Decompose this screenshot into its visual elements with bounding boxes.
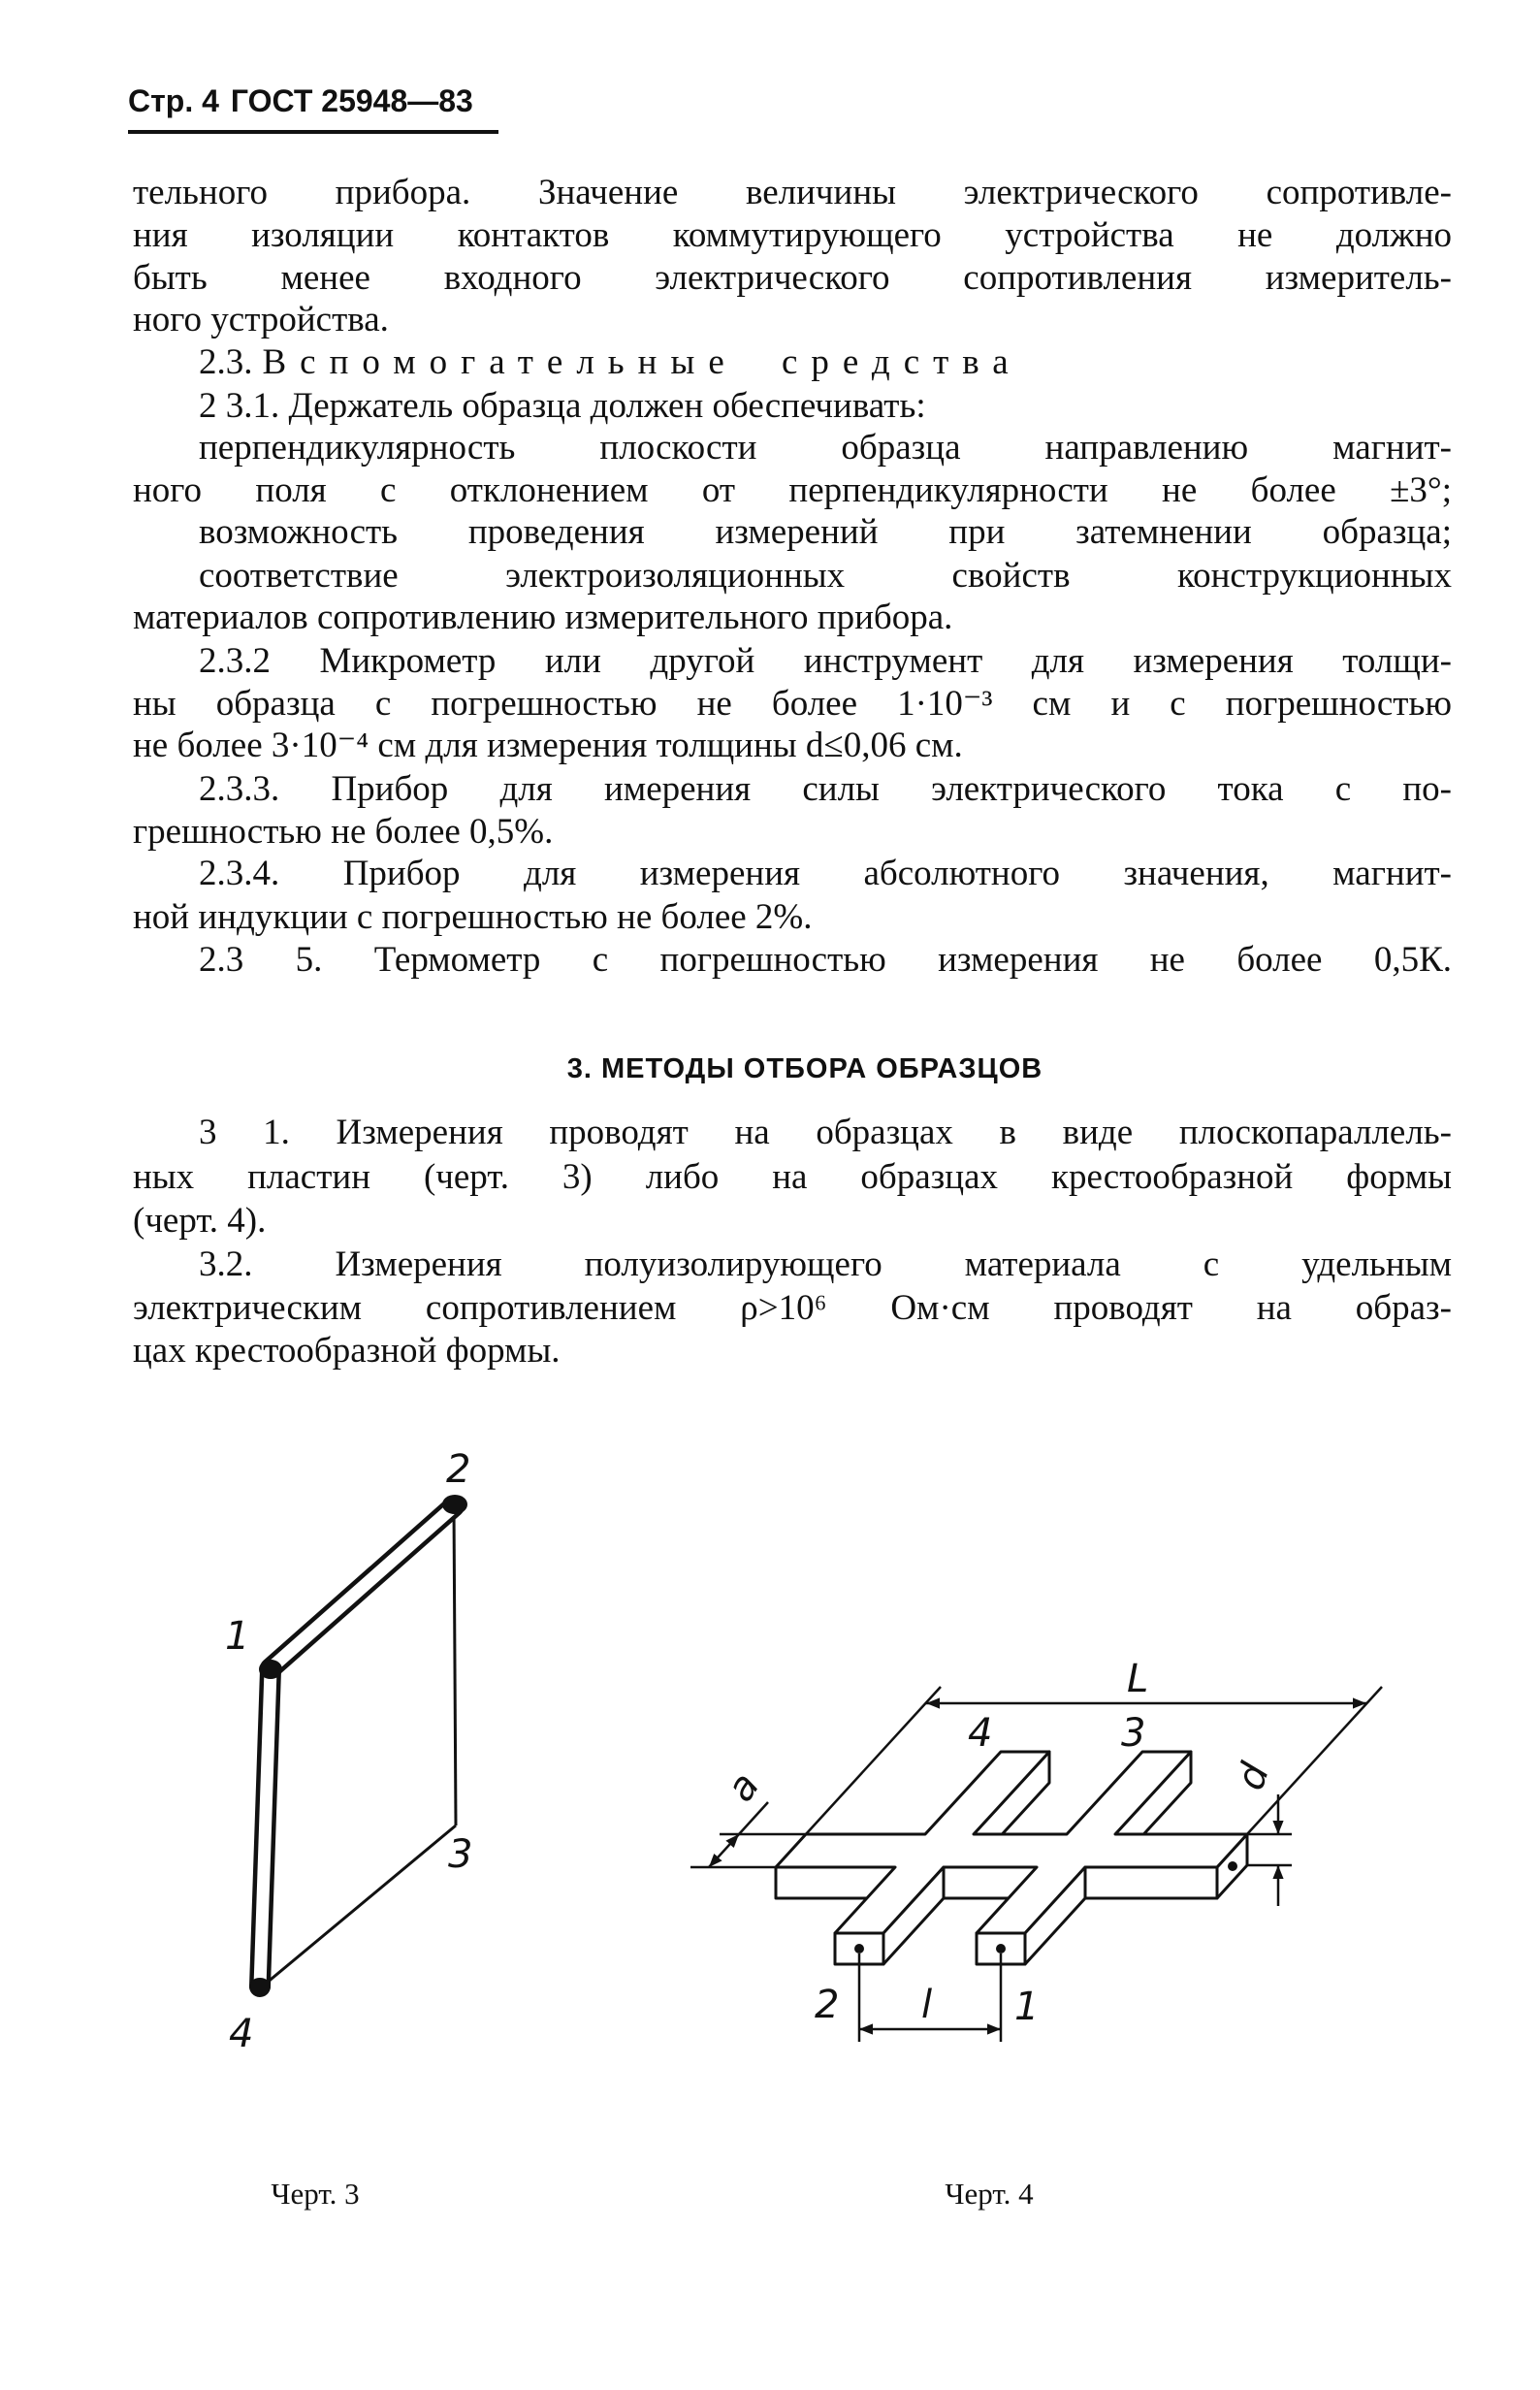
- figure-4-label-l: l: [921, 1983, 933, 2027]
- figure-4-label-2: 2: [815, 1983, 840, 2027]
- text-line: тельного прибора. Значение величины электрического сопротивле-: [133, 173, 1452, 212]
- figure-4-label-d: d: [1228, 1757, 1279, 1796]
- text-line: (черт. 4).: [133, 1201, 267, 1241]
- page-label: Стр. 4: [128, 83, 219, 118]
- text-line: грешностью не более 0,5%.: [133, 812, 554, 852]
- figure-3-plate-bottom-edge: [260, 1825, 456, 1988]
- text-line: 2 3.1. Держатель образца должен обеспечивать:: [199, 386, 926, 426]
- text-line: цах крестообразной формы.: [133, 1331, 561, 1371]
- text-line: ния изоляции контактов коммутирующего устройства не должно: [133, 215, 1452, 255]
- figure-4-label-4: 4: [968, 1711, 993, 1756]
- figure-3-label-1: 1: [225, 1614, 250, 1659]
- figure-4-contact-2: [854, 1944, 864, 1954]
- text-line: 2.3 5. Термометр с погрешностью измерения не более 0,5К.: [199, 940, 1452, 980]
- text-line: ной индукции с погрешностью не более 2%.: [133, 897, 813, 937]
- standard-number: ГОСТ 25948—83: [230, 83, 473, 118]
- figure-4-contact-end: [1228, 1861, 1237, 1871]
- figure-4-label-3: 3: [1121, 1711, 1146, 1756]
- figure-3-contact-2: [442, 1495, 467, 1514]
- figure-3-label-2: 2: [446, 1447, 471, 1492]
- figure-3-label-3: 3: [448, 1832, 473, 1877]
- text-line: 2.3.2 Микрометр или другой инструмент для измерения толщи-: [199, 641, 1452, 681]
- text-line: 3.2. Измерения полуизолирующего материала с удельным: [199, 1244, 1452, 1284]
- text-line: электрическим сопротивлением ρ>10⁶ Ом·см проводят на образ-: [133, 1288, 1452, 1328]
- figure-4-L-extension-right: [1247, 1687, 1382, 1834]
- section-heading: 3. МЕТОДЫ ОТБОРА ОБРАЗЦОВ: [566, 1053, 1043, 1084]
- figure-3-contact-1: [259, 1660, 282, 1679]
- page-header: [128, 81, 473, 120]
- text-line: 2.3.3. Прибор для имерения силы электрического тока с по-: [199, 769, 1452, 809]
- text-line: ных пластин (черт. 3) либо на образцах крестообразной формы: [133, 1157, 1452, 1197]
- figure-4-L-extension-left: [806, 1687, 941, 1834]
- text-line: ного устройства.: [133, 300, 389, 339]
- figure-4-a-dimension-line: [709, 1834, 739, 1867]
- subsection-title: [199, 341, 1452, 384]
- figure-4-label-1: 1: [1014, 1985, 1040, 2029]
- text-line: быть менее входного электрического сопротивления измеритель-: [133, 258, 1452, 298]
- text-line: 3 1. Измерения проводят на образцах в виде плоскопараллель-: [199, 1113, 1452, 1152]
- figure-3-contact-4: [249, 1978, 271, 1995]
- text-line: материалов сопротивлению измерительного прибора.: [133, 598, 953, 637]
- figure-3-contact-rod-top: [271, 1506, 454, 1668]
- text-line: 2.3.4. Прибор для измерения абсолютного значения, магнит-: [199, 854, 1452, 893]
- figure-4-label-L: L: [1127, 1657, 1149, 1701]
- figure-4-contact-1: [996, 1944, 1006, 1954]
- figure-3-drawing: [194, 1426, 524, 2085]
- figure-4-label-a: a: [718, 1764, 769, 1810]
- text-line: не более 3·10⁻⁴ см для измерения толщины d≤0,06 см.: [133, 726, 963, 765]
- subsection-title-text: Вспомогательные средства: [262, 342, 1022, 382]
- figure-3-plate-right-edge: [454, 1506, 456, 1825]
- figure-4-caption: Черт. 4: [945, 2177, 1034, 2211]
- figure-4-bar-front-face: [776, 1867, 1217, 1898]
- subsection-number: 2.3.: [199, 342, 253, 382]
- text-line: возможность проведения измерений при затемнении образца;: [199, 512, 1452, 552]
- header-rule: [128, 130, 498, 134]
- figure-3-label-4: 4: [229, 2012, 254, 2056]
- figure-4-drawing: [679, 1649, 1396, 2056]
- text-line: соответствие электроизоляционных свойств конструкционных: [199, 556, 1452, 596]
- text-line: перпендикулярность плоскости образца направлению магнит-: [199, 428, 1452, 468]
- figure-3-caption: Черт. 3: [271, 2177, 360, 2211]
- text-line: ного поля с отклонением от перпендикулярности не более ±3°;: [133, 470, 1452, 510]
- text-line: ны образца с погрешностью не более 1·10⁻³ см и с погрешностью: [133, 684, 1452, 724]
- figure-3-contact-rod-left: [260, 1670, 271, 1986]
